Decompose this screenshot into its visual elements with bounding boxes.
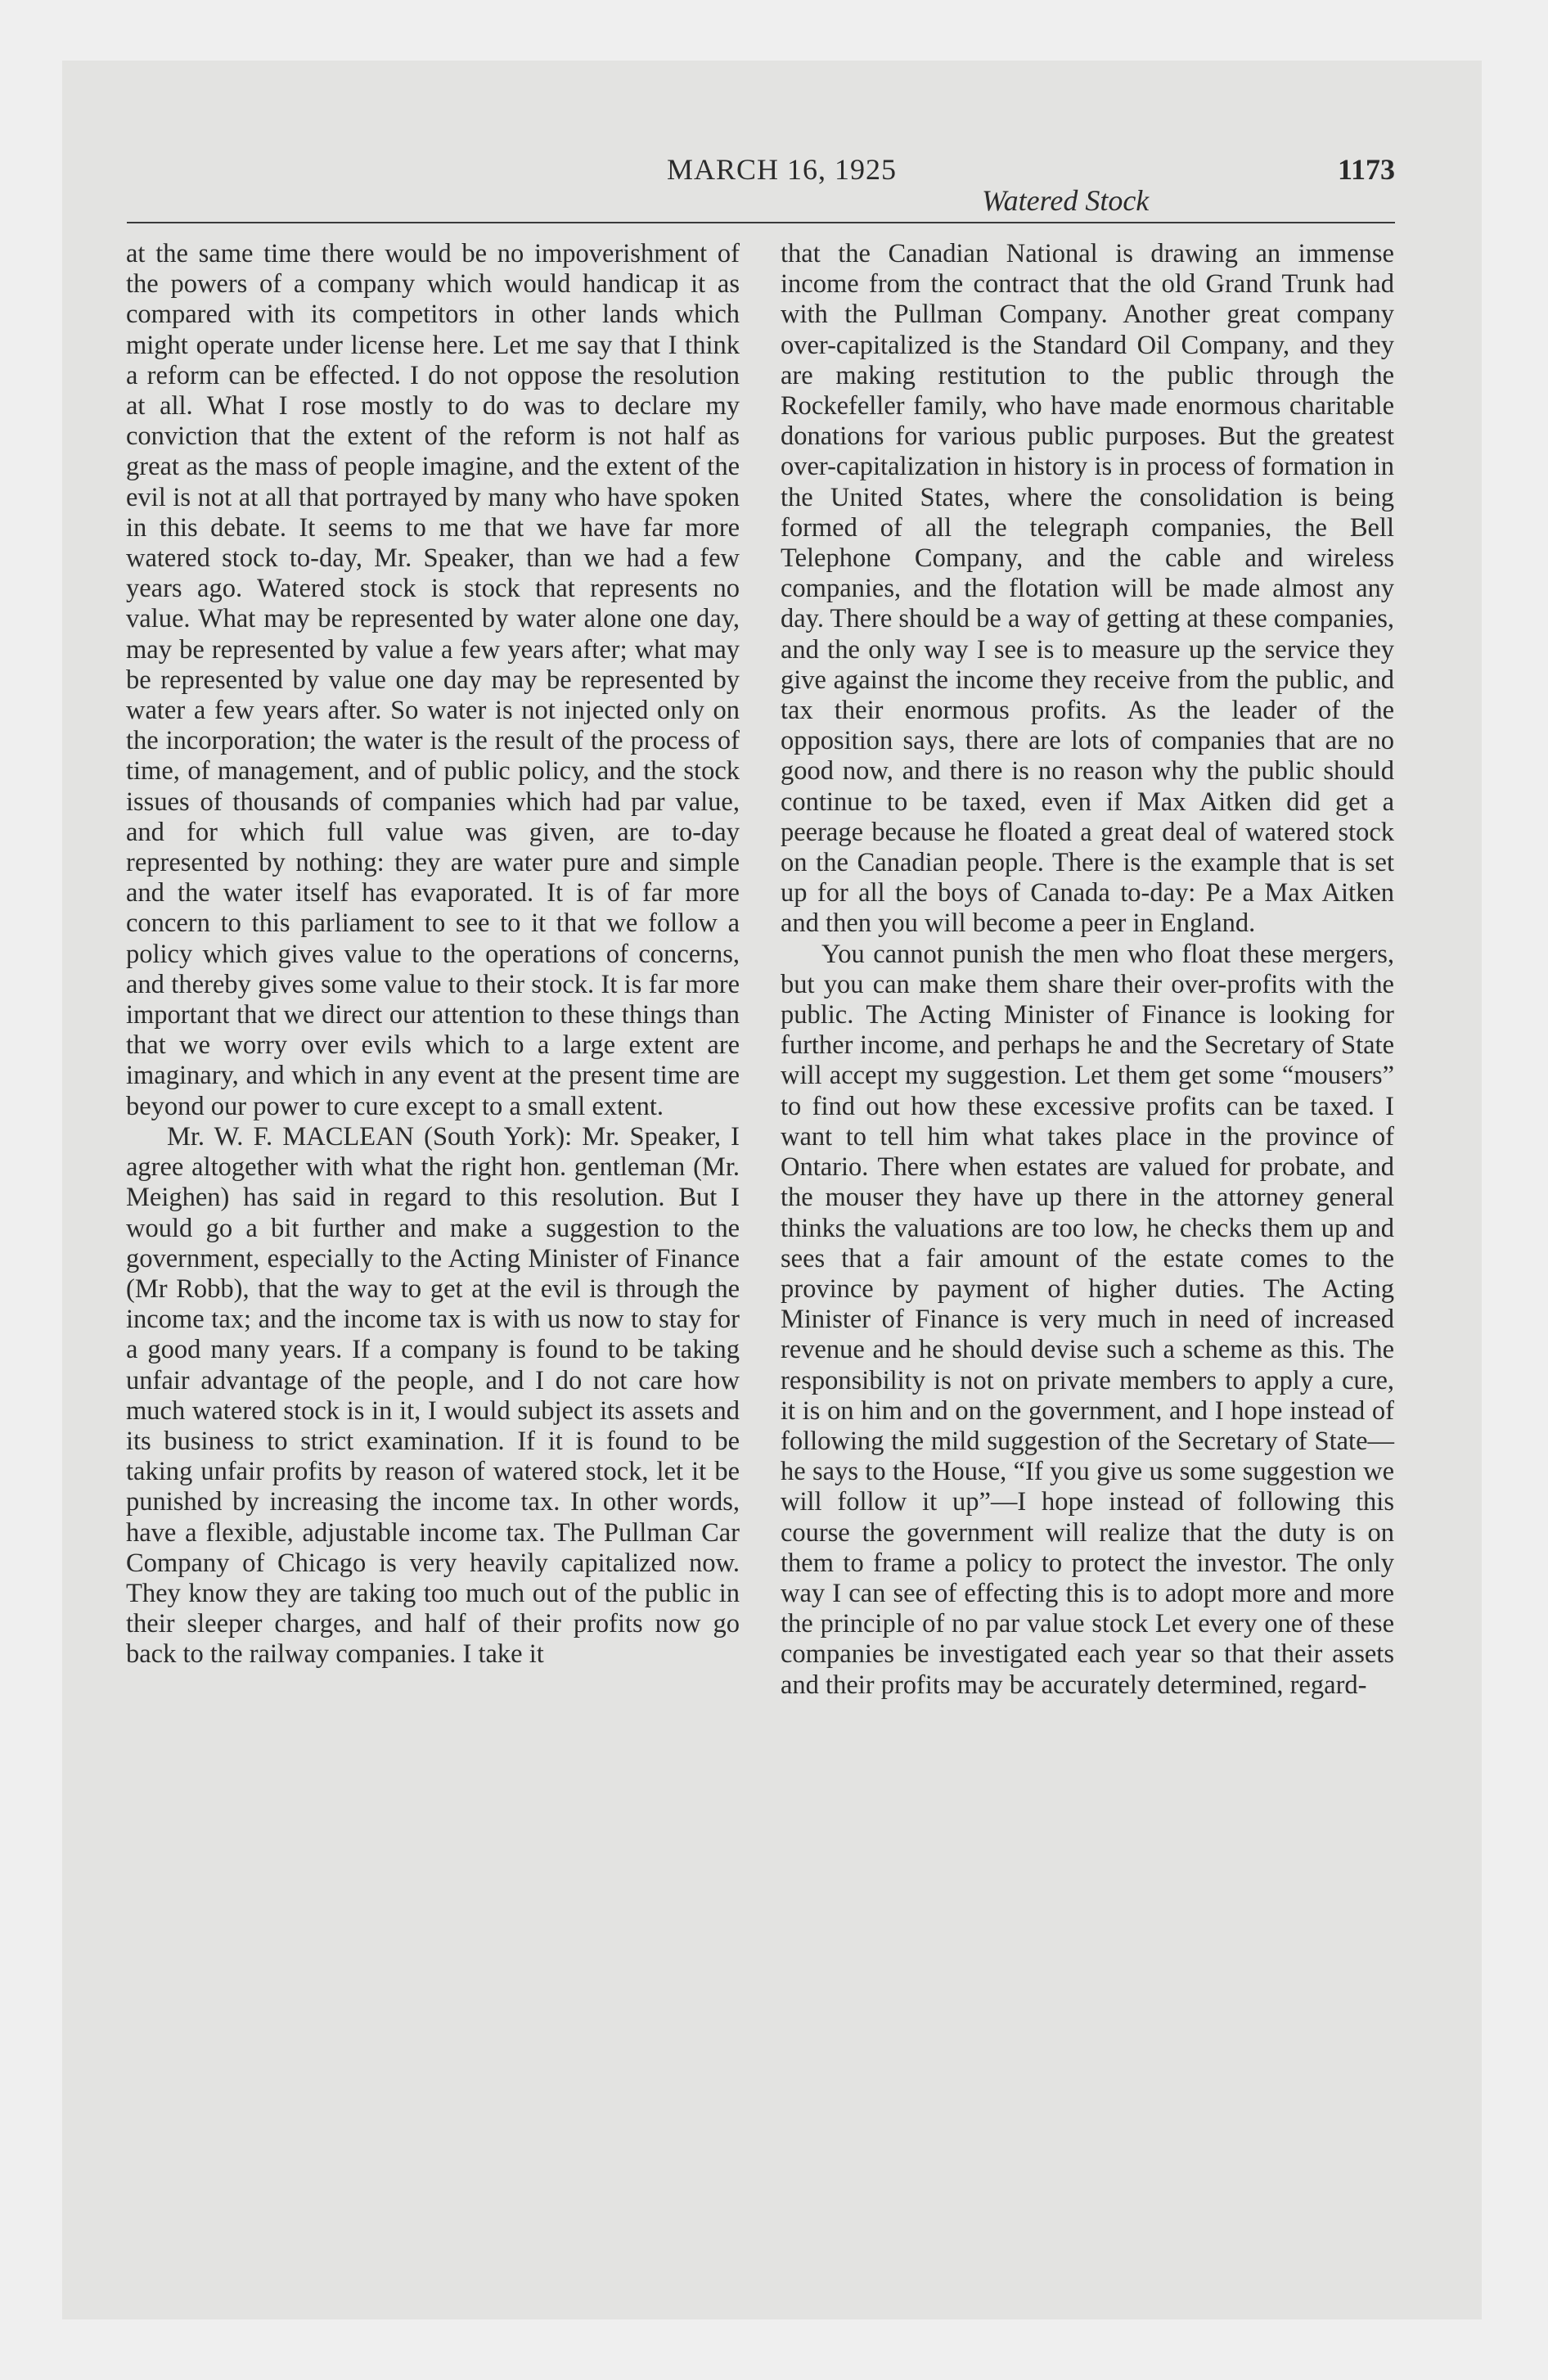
right-paragraph-2: You cannot punish the men who float these mergers, but you can make them share their over-profits with the public. The Acting Minister of Finance is looking for further income, and perhaps he and the Secretary of State will accept my suggestion. Let them get some “mousers” to find out how these excessive profits can be taxed. I want to tell him what takes place in the province of Ontario. There when estates are valued for probate, and the mouser they have up there in the attorney general thinks the valuations are too low, he checks them up and sees that a fair amount of the estate comes to the province by payment of higher duties. The Acting Minister of Finance is very much in need of increased revenue and he should devise such a scheme as this. The responsibility is not on private members to apply a cure, it is on him and on the government, and I hope instead of following the mild suggestion of the Secretary of State—he says to the House, “If you give us some suggestion we will follow it up”—I hope instead of following this course the government will realize that the duty is on them to frame a policy to protect the investor. The only way I can see of effecting this is to adopt more and more the principle of no par value stock Let every one of these companies be investigated each year so that their assets and their profits may be accurately determined, regard-: [781, 939, 1394, 1700]
running-title: Watered Stock: [982, 184, 1150, 217]
header-rule: [127, 222, 1395, 223]
page-number: 1173: [1337, 153, 1395, 186]
right-paragraph-1: that the Canadian National is drawing an immense income from the contract that the old Grand Trunk had with the Pullman Company. Another great company over-capitalized is the Standard Oil Company, and they are making restitution to the public through the Rockefeller family, who have made enormous charitable donations for various public purposes. But the greatest over-capitalization in history is in process of formation in the United States, where the consolidation is being formed of all the telegraph companies, the Bell Telephone Company, and the cable and wireless companies, and the flotation will be made almost any day. There should be a way of getting at these companies, and the only way I see is to measure up the service they give against the income they receive from the public, and tax their enormous profits. As the leader of the opposition says, there are lots of companies that are no good now, and there is no reason why the public should continue to be taxed, even if Max Aitken did get a peerage because he floated a great deal of watered stock on the Canadian people. There is the example that is set up for all the boys of Canada to-day: Pe a Max Aitken and then you will become a peer in England.: [781, 239, 1394, 939]
right-column: [781, 239, 1394, 1701]
left-paragraph-1: at the same time there would be no impoverishment of the powers of a company which would handicap it as compared with its competitors in other lands which might operate under license here. Let me say that I think a reform can be effected. I do not oppose the resolution at all. What I rose mostly to do was to declare my conviction that the extent of the reform is not half as great as the mass of people imagine, and the extent of the evil is not at all that portrayed by many who have spoken in this debate. It seems to me that we have far more watered stock to-day, Mr. Speaker, than we had a few years ago. Watered stock is stock that represents no value. What may be represented by water alone one day, may be represented by value a few years after; what may be represented by value one day may be represented by water a few years after. So water is not injected only on the incorporation; the water is the result of the process of time, of management, and of public policy, and the stock issues of thousands of companies which had par value, and for which full value was given, are to-day represented by nothing: they are water pure and simple and the water itself has evaporated. It is of far more concern to this parliament to see to it that we follow a policy which gives value to the operations of concerns, and thereby gives some value to their stock. It is far more important that we direct our attention to these things than that we worry over evils which to a large extent are imaginary, and which in any event at the present time are beyond our power to cure except to a small extent.: [126, 239, 740, 1121]
header-date: MARCH 16, 1925: [667, 153, 898, 186]
page-header: [127, 93, 1395, 224]
left-paragraph-2-maclean-speech: Mr. W. F. MACLEAN (South York): Mr. Speaker, I agree altogether with what the right hon. gentleman (Mr. Meighen) has said in regard to this resolution. But I would go a bit further and make a suggestion to the government, especially to the Acting Minister of Finance (Mr Robb), that the way to get at the evil is through the income tax; and the income tax is with us now to stay for a good many years. If a company is found to be taking unfair advantage of the people, and I do not care how much watered stock is in it, I would subject its assets and its business to strict examination. If it is found to be taking unfair profits by reason of watered stock, let it be punished by increasing the income tax. In other words, have a flexible, adjustable income tax. The Pullman Car Company of Chicago is very heavily capitalized now. They know they are taking too much out of the public in their sleeper charges, and half of their profits now go back to the railway companies. I take it: [126, 1121, 740, 1670]
left-column: [126, 239, 740, 1670]
